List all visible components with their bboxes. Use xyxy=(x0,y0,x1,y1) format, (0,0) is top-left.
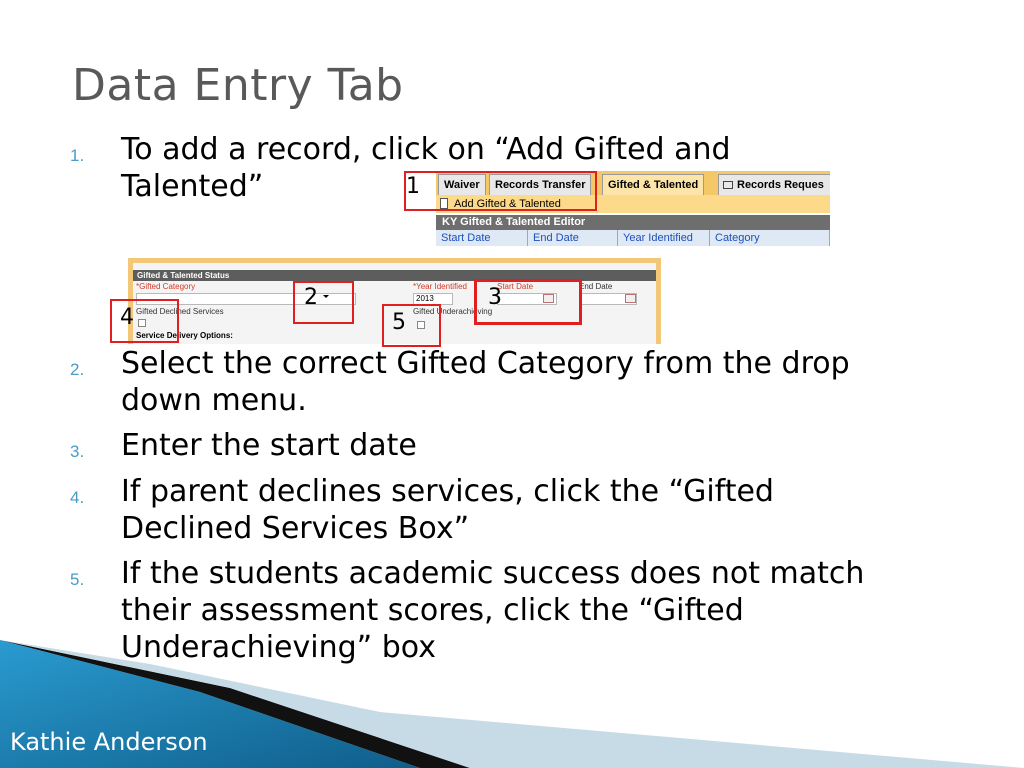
column-start-date[interactable]: Start Date xyxy=(436,230,528,246)
folder-icon xyxy=(723,181,733,189)
add-record-label: Add Gifted & Talented xyxy=(454,198,561,210)
step-text: If the students academic success does not match their assessment scores, click the “Gifted Underachieving” box xyxy=(121,556,865,665)
declined-services-label: Gifted Declined Services xyxy=(136,307,224,316)
author-name: Kathie Anderson xyxy=(10,728,208,756)
column-end-date[interactable]: End Date xyxy=(528,230,618,246)
step-number: 3. xyxy=(70,442,85,461)
tab-waiver[interactable]: Waiver xyxy=(438,174,486,195)
callout-label-2: 2 xyxy=(304,285,318,310)
calendar-icon[interactable] xyxy=(625,294,636,303)
callout-label-1: 1 xyxy=(406,174,420,199)
end-date-label: End Date xyxy=(579,282,613,291)
callout-box-2 xyxy=(293,281,354,324)
service-delivery-label: Service Delivery Options: xyxy=(136,331,233,340)
step-text: Enter the start date xyxy=(121,428,417,463)
slide-title: Data Entry Tab xyxy=(72,60,404,111)
callout-label-5: 5 xyxy=(392,310,406,335)
callout-box-5 xyxy=(382,304,441,347)
column-category[interactable]: Category xyxy=(710,230,830,246)
step-number: 1. xyxy=(70,146,85,165)
tab-gifted-talented[interactable]: Gifted & Talented xyxy=(602,174,704,195)
editor-title: KY Gifted & Talented Editor xyxy=(436,215,830,230)
step-number: 2. xyxy=(70,360,85,379)
tab-records-request[interactable] xyxy=(718,174,830,195)
gifted-category-label: *Gifted Category xyxy=(136,282,196,291)
step-text: If parent declines services, click the “Gifted Declined Services Box” xyxy=(121,474,774,546)
dropdown-arrow-icon[interactable] xyxy=(323,295,329,298)
status-title: Gifted & Talented Status xyxy=(133,270,656,281)
year-identified-label: *Year Identified xyxy=(413,282,467,291)
callout-label-4: 4 xyxy=(120,305,134,330)
step-text: Select the correct Gifted Category from the drop down menu. xyxy=(121,346,850,418)
tab-records-transfer[interactable]: Records Transfer xyxy=(489,174,591,195)
tab-records-request-label: Records Reques xyxy=(737,179,824,191)
step-text: To add a record, click on “Add Gifted and Talented” xyxy=(121,132,731,204)
underachieving-label: Gifted Underachieving xyxy=(413,307,493,316)
year-identified-field[interactable]: 2013 xyxy=(413,293,453,305)
step-number: 4. xyxy=(70,488,85,507)
column-year-identified[interactable]: Year Identified xyxy=(618,230,710,246)
callout-box-1 xyxy=(404,171,597,211)
step-number: 5. xyxy=(70,570,85,589)
start-date-label: Start Date xyxy=(497,282,534,291)
callout-label-3: 3 xyxy=(488,285,502,310)
